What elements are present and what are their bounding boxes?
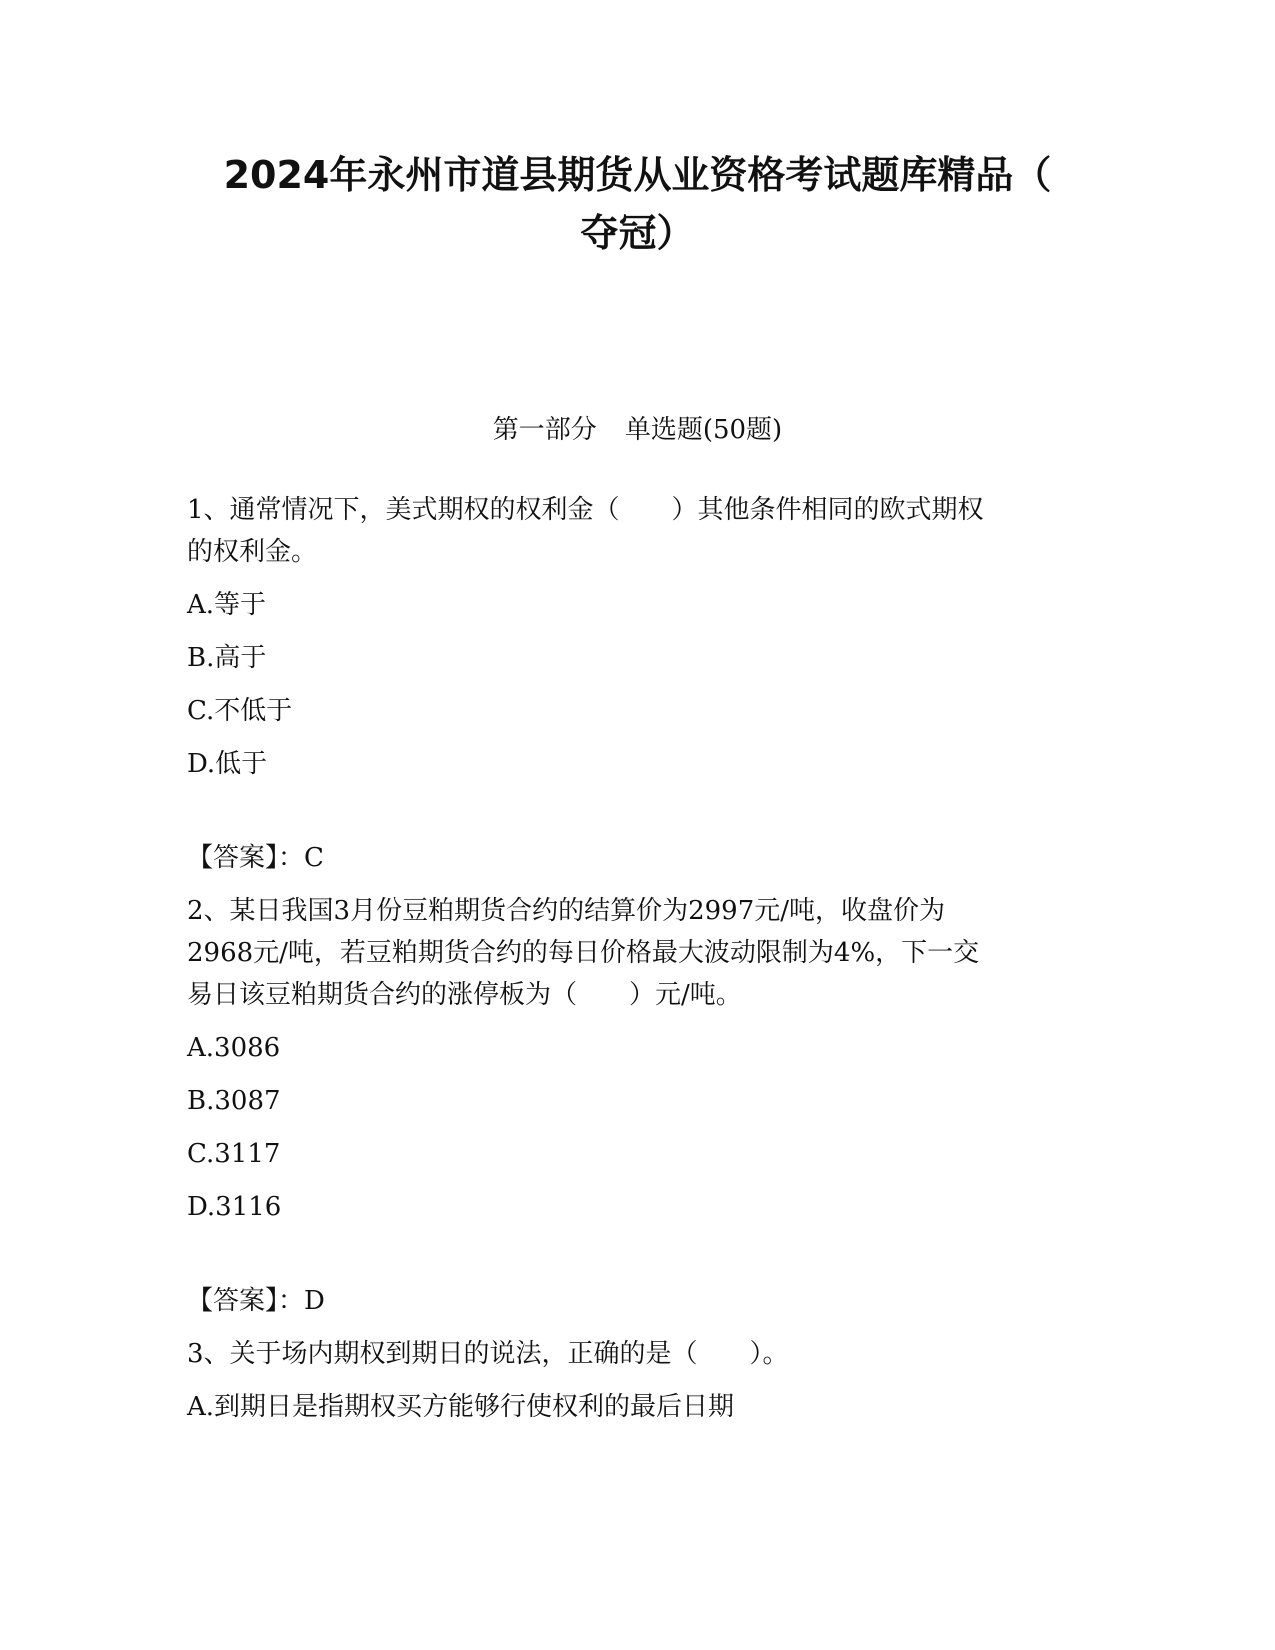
question-1-option-b: B.高于 [187, 643, 267, 673]
title-line-2: 夺冠） [580, 211, 695, 255]
question-3-option-a: A.到期日是指期权买方能够行使权利的最后日期 [187, 1392, 735, 1422]
title-line-1: 2024年永州市道县期货从业资格考试题库精品（ [223, 153, 1052, 197]
section-heading [0, 412, 1275, 448]
question-1-stem-line-1: 1、通常情况下，美式期权的权利金（ ）其他条件相同的欧式期权 [187, 495, 984, 525]
question-2-answer: 【答案】：D [187, 1286, 325, 1316]
question-2-option-c: C.3117 [187, 1139, 281, 1169]
question-1-answer: 【答案】：C [187, 843, 324, 873]
section-name: 单选题(50题) [624, 415, 783, 445]
question-3-stem-line-1: 3、关于场内期权到期日的说法，正确的是（ ）。 [187, 1339, 789, 1369]
question-2-option-b: B.3087 [187, 1086, 281, 1116]
document-title [160, 146, 1115, 262]
question-2-option-d: D.3116 [187, 1192, 282, 1222]
question-1-stem-line-2: 的权利金。 [187, 537, 318, 567]
question-1-option-d: D.低于 [187, 749, 268, 779]
question-2-stem-line-3: 易日该豆粕期货合约的涨停板为（ ）元/吨。 [187, 980, 742, 1010]
section-part: 第一部分 [492, 415, 597, 445]
question-1-option-a: A.等于 [187, 590, 267, 620]
question-2-stem-line-2: 2968元/吨，若豆粕期货合约的每日价格最大波动限制为4%，下一交 [187, 938, 980, 968]
question-1-option-c: C.不低于 [187, 696, 293, 726]
question-2-option-a: A.3086 [187, 1033, 281, 1063]
question-2-stem-line-1: 2、某日我国3月份豆粕期货合约的结算价为2997元/吨，收盘价为 [187, 896, 946, 926]
